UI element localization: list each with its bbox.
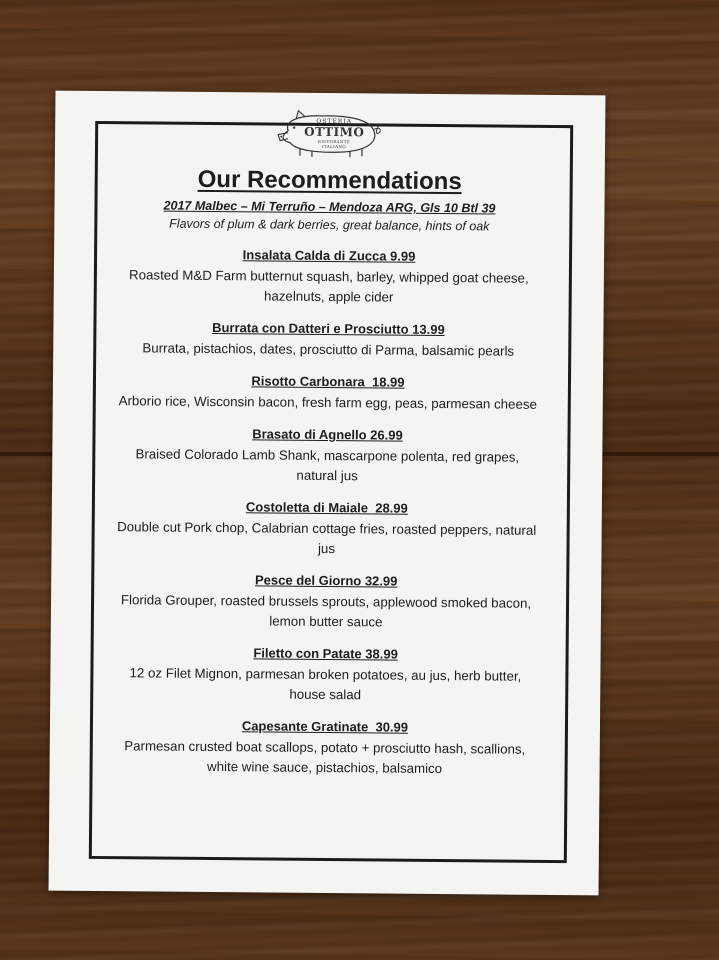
logo-line-ristorante: RISTORANTE — [317, 138, 351, 145]
menu-item-description: Parmesan crusted boat scallops, potato + prosciutto hash, scallions, white wine sauce, pistachios, balsamico — [124, 738, 526, 777]
restaurant-logo — [274, 109, 386, 160]
logo-line-italiano: ITALIANO — [321, 143, 347, 150]
menu-item-title: Brasato di Agnello 26.99 — [252, 426, 403, 443]
menu-item-description: Double cut Pork chop, Calabrian cottage fries, roasted peppers, natural jus — [117, 519, 537, 557]
menu-item — [52, 424, 603, 489]
menu-sheet — [49, 91, 606, 896]
menu-item-description: Braised Colorado Lamb Shank, mascarpone polenta, red grapes, natural jus — [135, 446, 520, 484]
menu-item-title: Costoletta di Maiale 28.99 — [245, 499, 408, 516]
menu-item-description: Roasted M&D Farm butternut squash, barley, whipped goat cheese, hazelnuts, apple cider — [129, 267, 529, 305]
menu-item — [54, 245, 605, 310]
menu-item-description: 12 oz Filet Mignon, parmesan broken potatoes, au jus, herb butter, house salad — [129, 665, 522, 703]
menu-item-title: Filetto con Patate 38.99 — [253, 645, 398, 662]
menu-item-description: Burrata, pistachios, dates, prosciutto di Parma, balsamic pearls — [142, 340, 515, 359]
wine-name: 2017 Malbec – Mi Terruño – Mendoza ARG, Gls 10 Btl 39 — [163, 198, 496, 216]
menu-item-title: Insalata Calda di Zucca 9.99 — [242, 247, 416, 264]
menu-content — [50, 91, 606, 781]
menu-item — [53, 318, 603, 363]
menu-item — [51, 570, 602, 635]
menu-item-title: Risotto Carbonara 18.99 — [251, 373, 405, 390]
menu-item-description: Arborio rice, Wisconsin bacon, fresh farm egg, peas, parmesan cheese — [118, 393, 538, 412]
logo-line-ottimo: OTTIMO — [304, 124, 365, 140]
menu-item — [50, 643, 601, 708]
menu-item — [51, 497, 602, 562]
menu-item-title: Burrata con Datteri e Prosciutto 13.99 — [212, 319, 445, 338]
menu-item — [53, 371, 603, 416]
menu-item-description: Florida Grouper, roasted brussels sprouts, applewood smoked bacon, lemon butter sauce — [120, 592, 532, 630]
menu-item-title: Pesce del Giorno 32.99 — [254, 572, 398, 589]
logo-line-osteria: OSTERIA — [316, 117, 353, 126]
menu-item-title: Capesante Gratinate 30.99 — [241, 718, 409, 735]
wine-description: Flavors of plum & dark berries, great balance, hints of oak — [169, 216, 490, 234]
menu-item — [50, 716, 601, 781]
menu-title: Our Recommendations — [197, 165, 462, 196]
